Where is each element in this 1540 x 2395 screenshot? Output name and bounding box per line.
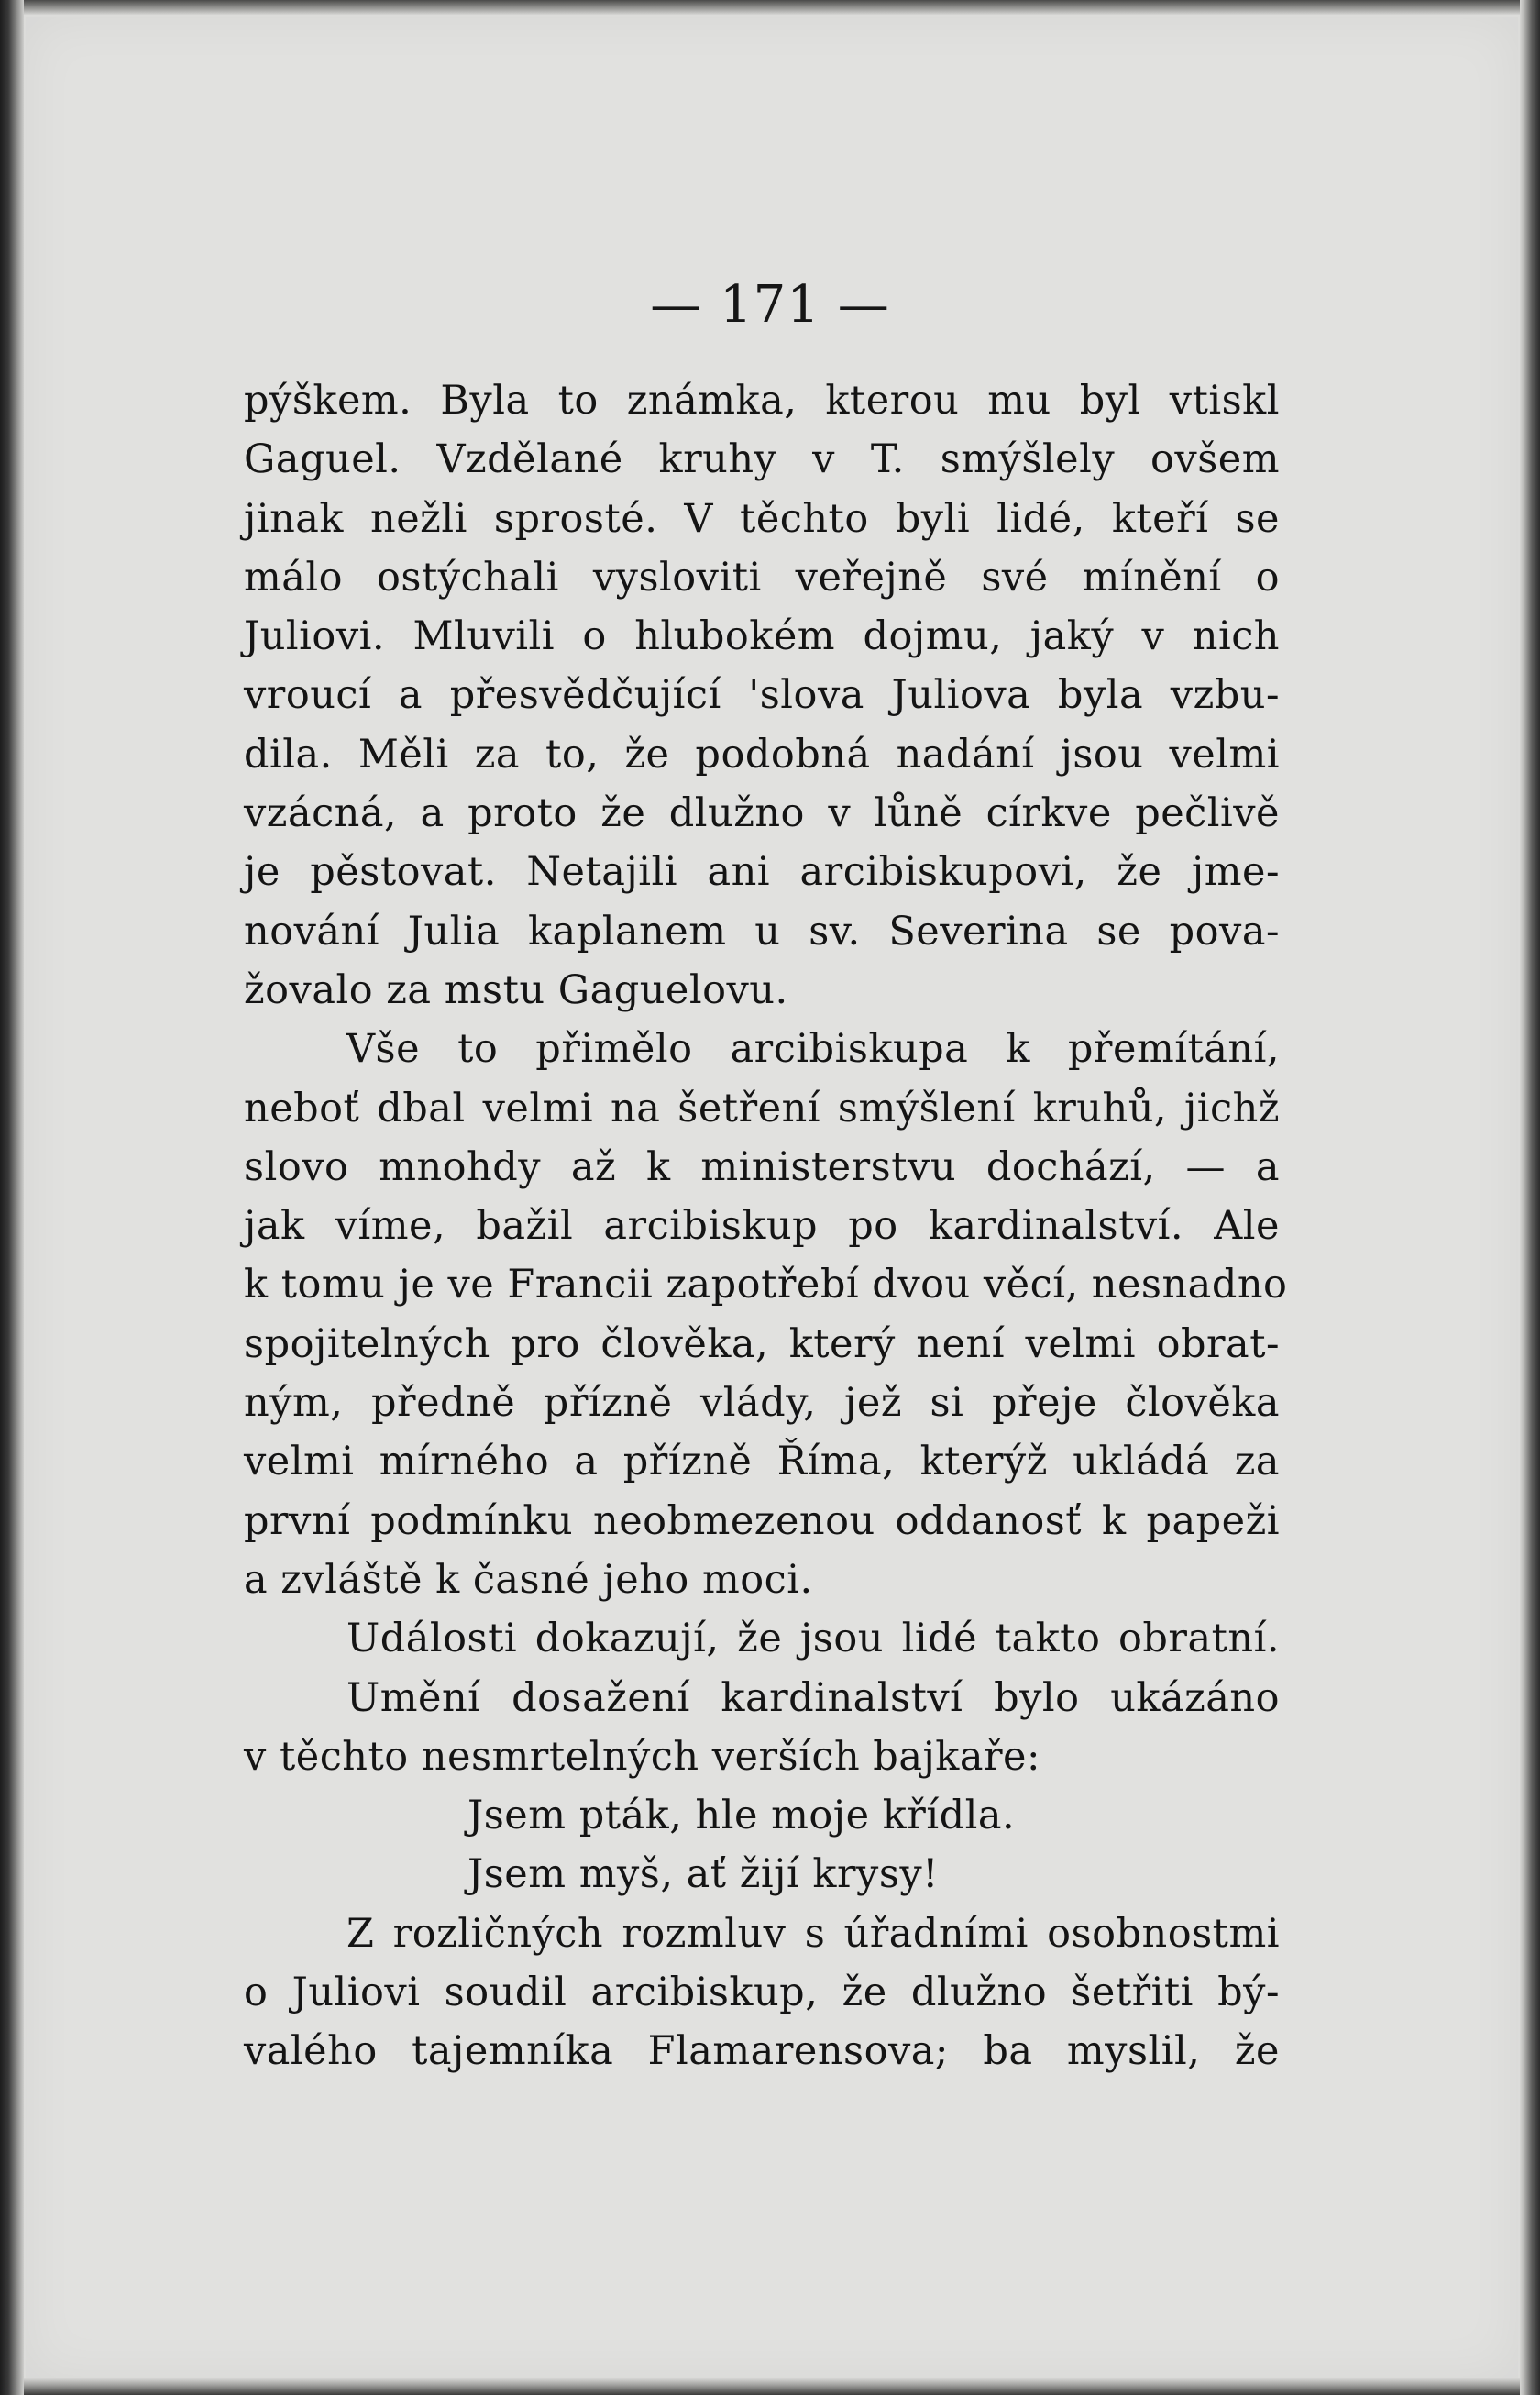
text-line: je pěstovat. Netajili ani arcibiskupovi, že jme- xyxy=(244,849,1280,896)
text-line: pýškem. Byla to známka, kterou mu byl vtiskl xyxy=(244,378,1280,424)
scan-edge-top xyxy=(0,0,1540,15)
scan-edge-right xyxy=(1520,0,1540,2395)
scan-edge-bottom xyxy=(0,2378,1540,2395)
text-line: Juliovi. Mluvili o hlubokém dojmu, jaký v nich xyxy=(244,613,1280,660)
text-line: vzácná, a proto že dlužno v lůně církve pečlivě xyxy=(244,790,1280,837)
text-line: o Juliovi soudil arcibiskup, že dlužno šetřiti bý- xyxy=(244,1970,1280,2016)
text-line: Události dokazují, že jsou lidé takto obratní. xyxy=(346,1616,1280,1662)
text-line: první podmínku neobmezenou oddanosť k papeži xyxy=(244,1497,1280,1544)
text-line: Vše to přimělo arcibiskupa k přemítání, xyxy=(346,1026,1280,1073)
text-line: jak víme, bažil arcibiskup po kardinalství. Ale xyxy=(244,1203,1280,1250)
text-line: ným, předně přízně vlády, jež si přeje člověka xyxy=(244,1380,1280,1427)
text-line: valého tajemníka Flamarensova; ba myslil, že xyxy=(244,2028,1280,2075)
text-line: Jsem myš, ať žijí krysy! xyxy=(468,1851,939,1898)
text-line: a zvláště k časné jeho moci. xyxy=(244,1556,813,1603)
text-line: v těchto nesmrtelných verších bajkaře: xyxy=(244,1733,1040,1780)
text-line: málo ostýchali vysloviti veřejně své mínění o xyxy=(244,554,1280,601)
text-line: jinak nežli sprosté. V těchto byli lidé, kteří se xyxy=(244,495,1280,542)
body-text xyxy=(244,371,1288,2081)
text-line: velmi mírného a přízně Říma, kterýž ukládá za xyxy=(244,1439,1280,1485)
page-number: — 171 — xyxy=(650,275,890,335)
text-line: nování Julia kaplanem u sv. Severina se pova- xyxy=(244,908,1280,955)
text-line: k tomu je ve Francii zapotřebí dvou věcí, nesnadno xyxy=(244,1262,1288,1308)
scan-edge-left xyxy=(0,0,24,2395)
text-line: neboť dbal velmi na šetření smýšlení kruhů, jichž xyxy=(244,1085,1280,1131)
text-line: žovalo za mstu Gaguelovu. xyxy=(244,966,788,1013)
text-line: Z rozličných rozmluv s úřadními osobnostmi xyxy=(346,1910,1280,1957)
text-line: Gaguel. Vzdělané kruhy v T. smýšlely ovšem xyxy=(244,436,1280,483)
text-line: vroucí a přesvědčující 'slova Juliova byla vzbu- xyxy=(244,672,1280,719)
text-line: Jsem pták, hle moje křídla. xyxy=(468,1793,1016,1839)
text-line: slovo mnohdy až k ministerstvu dochází, — a xyxy=(244,1143,1280,1190)
text-line: Umění dosažení kardinalství bylo ukázáno xyxy=(346,1674,1280,1721)
text-line: spojitelných pro člověka, který není velmi obrat- xyxy=(244,1320,1280,1367)
text-line: dila. Měli za to, že podobná nadání jsou velmi xyxy=(244,731,1280,778)
